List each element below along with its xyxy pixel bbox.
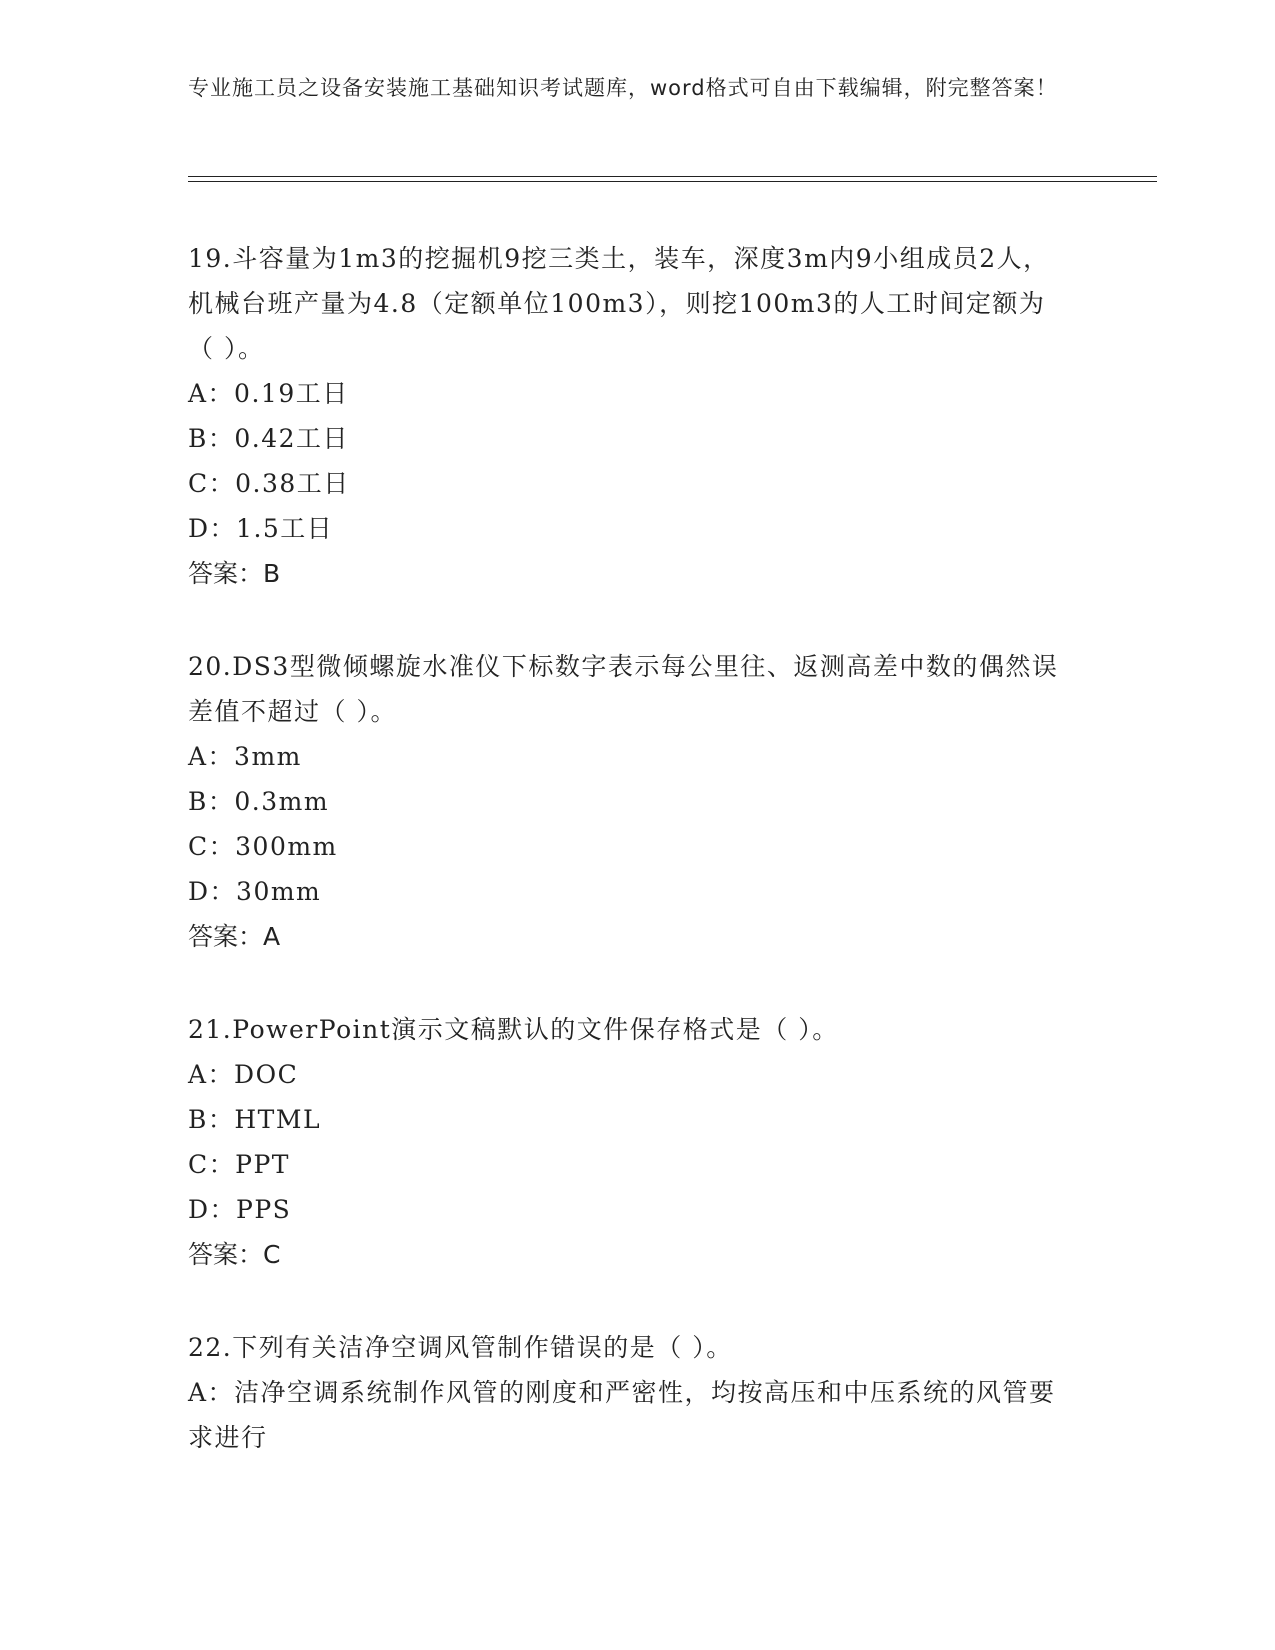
header-divider-bottom [188,181,1157,182]
answer-line: 答案：C [188,1240,281,1269]
option-c: C：PPT [188,1150,290,1179]
option-a: A：0.19工日 [188,379,349,408]
question-stem: 21.PowerPoint演示文稿默认的文件保存格式是（ ）。 [188,1015,839,1044]
answer-line: 答案：B [188,559,281,588]
option-d: D：1.5工日 [188,514,334,543]
question-19 [188,236,1068,596]
question-21 [188,1007,1068,1277]
option-c: C：0.38工日 [188,469,350,498]
document-header: 专业施工员之设备安装施工基础知识考试题库，word格式可自由下载编辑，附完整答案！ [188,76,1058,100]
question-stem: 22.下列有关洁净空调风管制作错误的是（ ）。 [188,1333,733,1362]
option-b: B：0.42工日 [188,424,350,453]
option-d: D：30mm [188,877,322,906]
option-a: A：洁净空调系统制作风管的刚度和严密性，均按高压和中压系统的风管要求进行 [188,1378,1056,1452]
question-stem: 20.DS3型微倾螺旋水准仪下标数字表示每公里往、返测高差中数的偶然误差值不超过（ ）。 [188,652,1059,726]
question-list [188,236,1068,1508]
option-b: B：HTML [188,1105,322,1134]
option-d: D：PPS [188,1195,292,1224]
option-a: A：DOC [188,1060,299,1089]
question-20 [188,644,1068,959]
option-a: A：3mm [188,742,302,771]
header-divider-top [188,176,1157,177]
option-b: B：0.3mm [188,787,330,816]
question-22 [188,1325,1068,1460]
answer-line: 答案：A [188,922,281,951]
question-stem: 19.斗容量为1m3的挖掘机9挖三类土，装车，深度3m内9小组成员2人，机械台班产量为4.8（定额单位100m3），则挖100m3的人工时间定额为（ ）。 [188,244,1050,363]
option-c: C：300mm [188,832,338,861]
